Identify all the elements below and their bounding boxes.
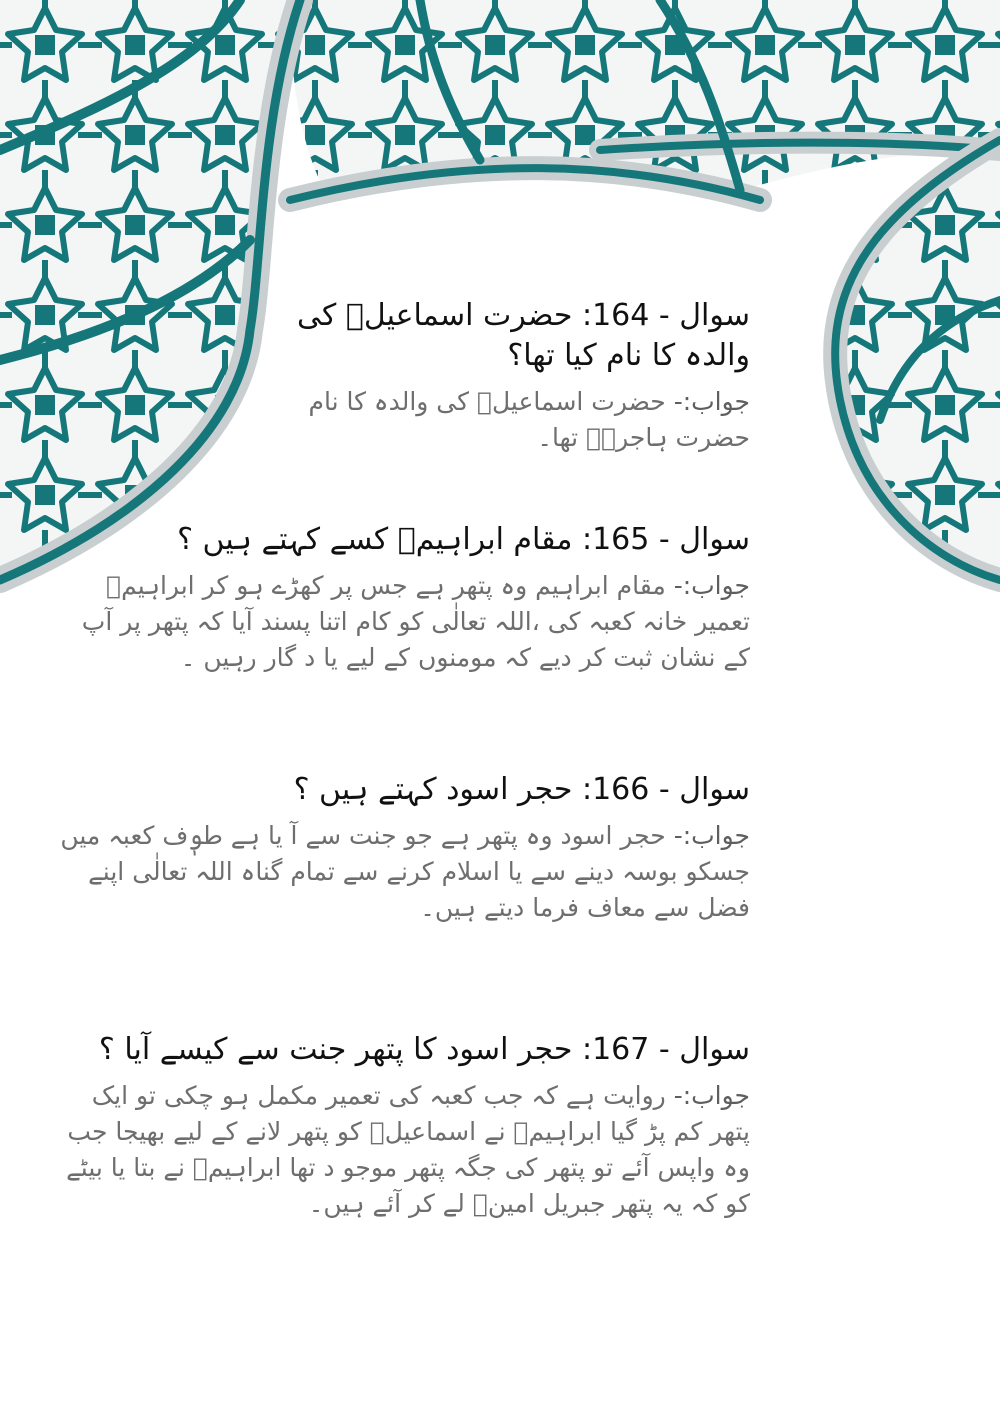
answer-prefix: جواب:- [673, 387, 750, 416]
question-165 [60, 520, 750, 560]
answer-167 [60, 1078, 750, 1222]
answer-164 [260, 384, 750, 456]
answer-prefix: جواب:- [673, 1081, 750, 1110]
question-prefix: سوال - 166: [581, 772, 750, 807]
question-prefix: سوال - 164: [581, 298, 750, 333]
question-prefix: سوال - 165: [581, 522, 750, 557]
answer-166 [60, 818, 750, 926]
question-prefix: سوال - 167: [581, 1032, 750, 1067]
answer-text: حضرت اسماعیلؑ کی والدہ کا نام حضرت ہاجرہؑ تھا۔ [308, 387, 750, 452]
answer-prefix: جواب:- [673, 571, 750, 600]
question-text: حجر اسود کہتے ہیں ؟ [293, 772, 573, 807]
question-166 [60, 770, 750, 810]
question-text: حجر اسود کا پتھر جنت سے کیسے آیا ؟ [98, 1032, 573, 1067]
question-164 [260, 296, 750, 376]
answer-text: مقام ابراہیم وہ پتھر ہے جس پر کھڑے ہو کر ابراہیمؑ تعمیر خانہ کعبہ کی ،اللہ تعالٰی کو کام اتنا پسند آیا کہ پتھر پر آپ کے نشان ثبت کر دیے کہ مومنوں کے لیے یا د گار رہیں ۔ [81, 571, 750, 672]
qa-block-164 [260, 296, 750, 456]
qa-block-166 [60, 770, 750, 926]
qa-block-167 [60, 1030, 750, 1222]
qa-block-165 [60, 520, 750, 676]
question-167 [60, 1030, 750, 1070]
answer-prefix: جواب:- [673, 821, 750, 850]
answer-165 [60, 568, 750, 676]
question-text: مقام ابراہیمؑ کسے کہتے ہیں ؟ [177, 522, 573, 557]
answer-text: روایت ہے کہ جب کعبہ کی تعمیر مکمل ہو چکی تو ایک پتھر کم پڑ گیا ابراہیمؑ نے اسماعیلؑ کو پتھر لانے کے لیے بھیجا جب وہ واپس آئے تو پتھر کی جگہ پتھر موجو د تھا ابراہیمؑ نے بتا یا بیٹے کو کہ یہ پتھر جبریل امینؑ لے کر آئے ہیں۔ [66, 1081, 750, 1218]
question-text: حضرت اسماعیلؑ کی والدہ کا نام کیا تھا؟ [297, 298, 750, 373]
answer-text: حجر اسود وہ پتھر ہے جو جنت سے آ یا ہے طوٖف کعبہ میں جسکو بوسہ دینے سے یا اسلام کرنے سے تمام گناہ اللہ تعالٰی اپنے فضل سے معاف فرما دیتے ہیں۔ [60, 821, 750, 922]
